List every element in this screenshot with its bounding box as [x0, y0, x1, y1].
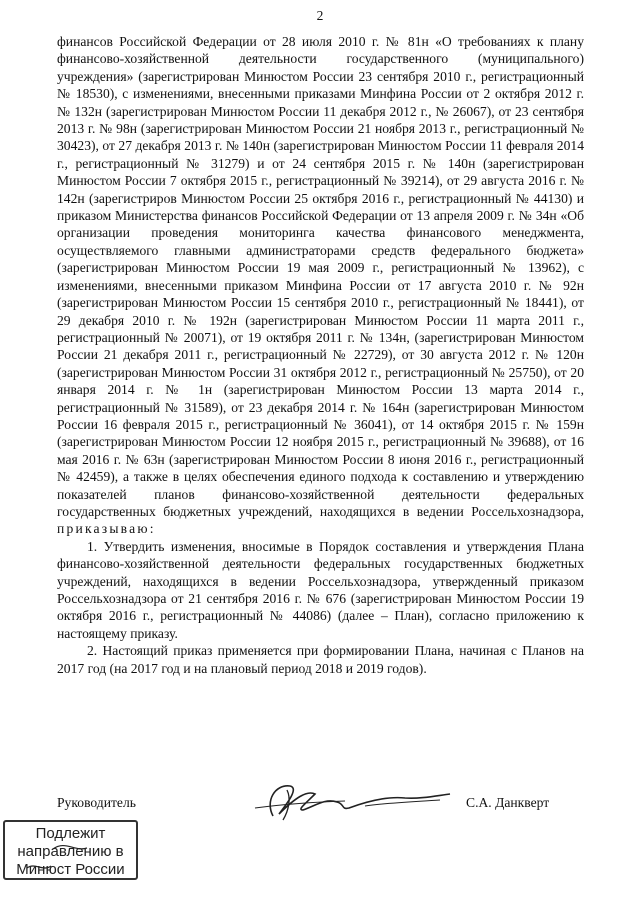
preamble-text: финансов Российской Федерации от 28 июля 2010 г. № 81н «О требованиях к плану финансово-хозяйственной деятельности государственного (муниципального) учреждения» (зарегистрирован Минюстом России 23 сентября 2010 г., регистрационный № 18530), с изменениями, внесенными приказами Минфина России от 2 октября 2012 г. № 132н (зарегистрирован Минюстом России 11 декабря 2012 г., № 26067), от 23 сентября 2013 г. № 98н (зарегистрирован Минюстом России 21 ноября 2013 г., регистрационный № 30423), от 27 декабря 2013 г. № 140н (зарегистрирован Минюстом России 11 февраля 2014 г., регистрационный № 31279) и от 24 сентября 2015 г. № 140н (зарегистрирован Минюстом России 7 октября 2015 г., регистрационный № 39214), от 29 августа 2016 г. № 142н (зарегистриров Минюстом России 25 октября 2016 г., регистрационный № 44130) и приказом Министерства финансов Российской Федерации от 13 апреля 2009 г. № 34н «Об организации проведения мониторинга качества финансового менеджмента, осуществляемого главными администраторами средств федерального бюджета» (зарегистрирован Минюстом России 19 мая 2009 г., регистрационный № 13962), с изменениями, внесенными приказом Минфина России от 17 августа 2010 г. № 92н (зарегистрирован Минюстом России 15 сентября 2010 г., регистрационный № 18441), от 29 декабря 2010 г. № 192н (зарегистрирован Минюстом России 11 марта 2011 г., регистрационный № 20071), от 19 октября 2011 г. № 134н, (зарегистрирован Минюстом России 21 декабря 2011 г., регистрационный № 22729), от 30 августа 2012 г. № 120н (зарегистрирован Минюстом России 31 октября 2012 г., регистрационный № 25750), от 20 января 2014 г. № 1н (зарегистрирован Минюстом России 13 марта 2014 г., регистрационный № 31589), от 23 декабря 2014 г. № 164н (зарегистрирован Минюстом России 16 февраля 2015 г., регистрационный № 36041), от 14 октября 2015 г. № 159н (зарегистрирован Минюстом России 12 ноября 2015 г., регистрационный № 39688), от 16 мая 2016 г. № 63н (зарегистрирован Минюстом России 8 июня 2016 г., регистрационный № 42459), а также в целях обеспечения единого подхода к составлению и утверждению показателей планов финансово-хозяйственной деятельности федеральных государственных бюджетных учреждений, находящихся в ведении Россельхознадзора, [57, 34, 584, 519]
stamp-handwriting-strokes [5, 822, 140, 882]
stamp-line-1: Подлежит [35, 825, 106, 842]
signatory-title: Руководитель [57, 795, 136, 810]
preamble-paragraph [57, 33, 584, 538]
stamp-line-2: направлению в [17, 843, 124, 860]
order-item-2: 2. Настоящий приказ применяется при формировании Плана, начиная с Планов на 2017 год (на 2017 год и на плановый период 2018 и 2019 годов). [57, 643, 584, 676]
handwritten-signature [245, 776, 460, 826]
order-word: приказываю: [57, 521, 156, 537]
stamp-line-3: Минюст России [16, 861, 125, 878]
page-number: 2 [316, 8, 324, 23]
submission-stamp [3, 820, 138, 880]
order-item-1: 1. Утвердить изменения, вносимые в Порядок составления и утверждения Плана финансово-хозяйственной деятельности федеральных государственных бюджетных учреждений, находящихся в ведении Россельхознадзора, утвержденный приказом Россельхознадзора от 21 сентября 2016 г. № 676 (зарегистрирован Минюстом России 19 октября 2016 г., регистрационный № 44086) (далее – План), согласно приложению к настоящему приказу. [57, 538, 584, 641]
signatory-name: С.А. Данкверт [466, 795, 550, 810]
document-body [57, 33, 584, 677]
